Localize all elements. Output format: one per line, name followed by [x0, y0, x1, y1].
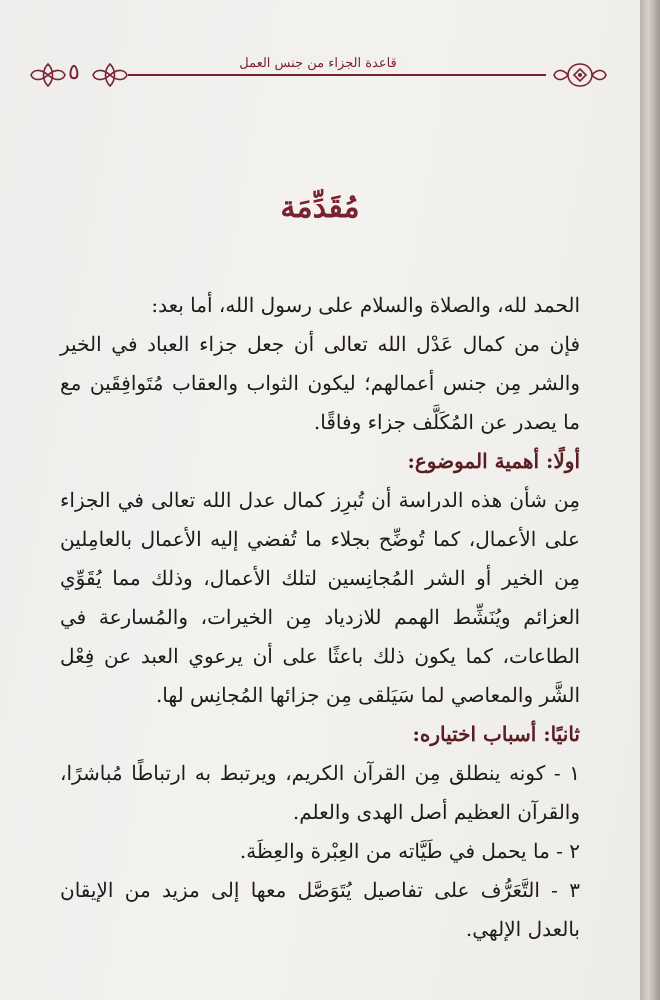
reason-item: ٢ - ما يحمل في طَيَّاته من العِبْرة والعِظَة. — [239, 839, 580, 863]
opening-paragraph: الحمد لله، والصلاة والسلام على رسول الله، أما بعد: — [151, 293, 580, 317]
reason-item: ٣ - التَّعَرُّف على تفاصيل يُتَوَصَّل معها إلى مزيد من الإيقان بالعدل الإلهي. — [60, 878, 580, 941]
section-heading-importance: أولًا: أهمية الموضوع: — [407, 449, 580, 473]
fleur-ornament-icon — [90, 60, 130, 90]
importance-paragraph: مِن شأن هذه الدراسة أن تُبرِز كمال عدل الله تعالى في الجزاء على الأعمال، كما تُوضِّح بجلاء ما تُفضي إليه الأعمال بالعامِلين مِن الخير أو الشر المُجانِسين لتلك الأعمال، وذلك مما يُقَوِّي العزائم ويُنَشِّط الهمم للازدياد مِن الخيرات، والمُسارعة في الطاعات، كما يكون ذلك باعثًا على أن يرعوي العبد عن فِعْل الشَّر والمعاصي لما سَيَلقى مِن جزائها المُجانِس لها. — [60, 488, 581, 707]
reason-item: ١ - كونه ينطلق مِن القرآن الكريم، ويرتبط به ارتباطًا مُباشرًا، والقرآن العظيم أصل الهدى والعلم. — [60, 761, 580, 824]
running-header — [28, 58, 608, 98]
book-edge — [640, 0, 660, 1000]
intro-paragraph: فإن من كمال عَدْل الله تعالى أن جعل جزاء العباد في الخير والشر مِن جنس أعمالهم؛ ليكون الثواب والعقاب مُتَوافِقَين مع ما يصدر عن المُكَلَّف جزاء وفاقًا. — [60, 332, 580, 434]
fleuron-ornament-icon — [552, 60, 608, 90]
page-number: ٥ — [68, 60, 80, 85]
chapter-title: مُقَدِّمَة — [280, 190, 360, 225]
section-heading-reasons: ثانيًا: أسباب اختياره: — [412, 722, 580, 746]
header-rule — [128, 74, 546, 76]
body-text — [60, 286, 580, 949]
fleur-ornament-icon — [28, 60, 68, 90]
running-title: قاعدة الجزاء من جنس العمل — [231, 56, 405, 71]
